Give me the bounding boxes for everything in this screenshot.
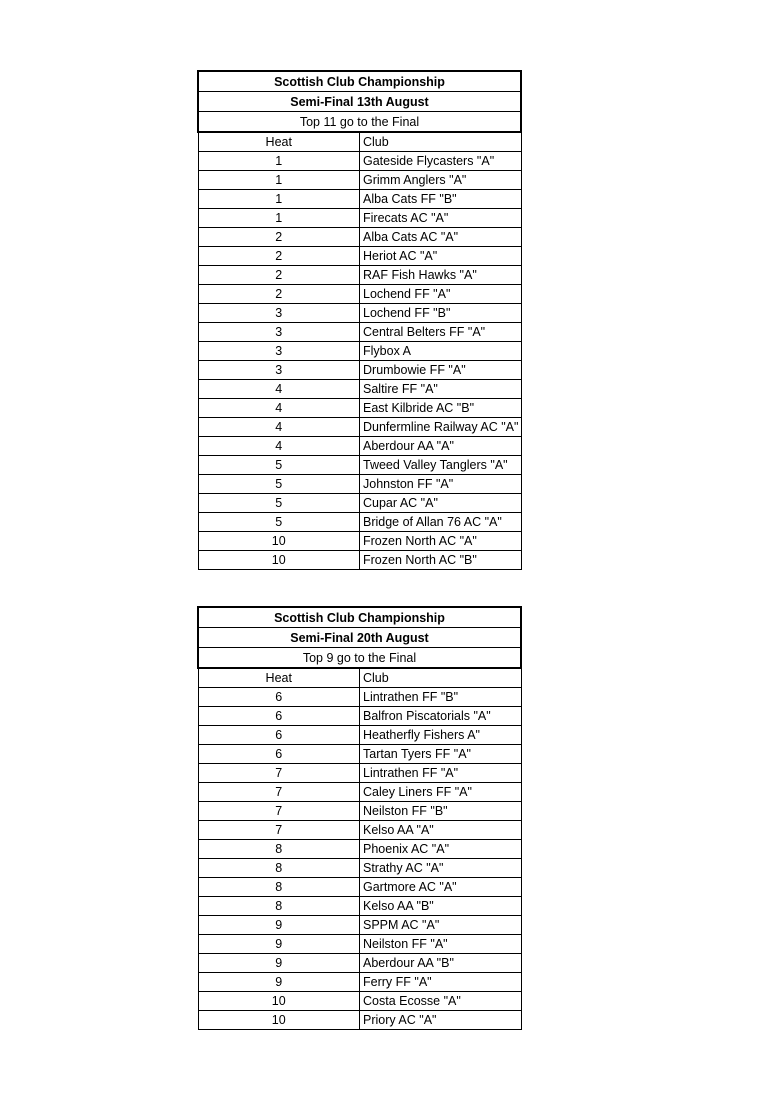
heat-cell: 10 bbox=[198, 1011, 360, 1030]
club-cell: Kelso AA "B" bbox=[360, 897, 522, 916]
table-row bbox=[198, 935, 521, 954]
heat-cell: 8 bbox=[198, 878, 360, 897]
table-body bbox=[198, 607, 521, 1030]
heat-cell: 10 bbox=[198, 992, 360, 1011]
table-row bbox=[198, 456, 521, 475]
club-cell: Bridge of Allan 76 AC "A" bbox=[360, 513, 522, 532]
heat-cell: 3 bbox=[198, 361, 360, 380]
heat-column-header: Heat bbox=[198, 668, 360, 688]
table-row bbox=[198, 783, 521, 802]
table-row bbox=[198, 726, 521, 745]
club-cell: Heriot AC "A" bbox=[360, 247, 522, 266]
table-row bbox=[198, 513, 521, 532]
semi-final-20-aug-table bbox=[197, 606, 522, 1030]
heat-cell: 10 bbox=[198, 551, 360, 570]
club-cell: Lintrathen FF "B" bbox=[360, 688, 522, 707]
club-cell: Saltire FF "A" bbox=[360, 380, 522, 399]
club-cell: Heatherfly Fishers A" bbox=[360, 726, 522, 745]
club-cell: Alba Cats AC "A" bbox=[360, 228, 522, 247]
table-row bbox=[198, 859, 521, 878]
heat-cell: 5 bbox=[198, 494, 360, 513]
club-cell: Tartan Tyers FF "A" bbox=[360, 745, 522, 764]
heat-cell: 1 bbox=[198, 190, 360, 209]
club-cell: Frozen North AC "B" bbox=[360, 551, 522, 570]
club-cell: Aberdour AA "B" bbox=[360, 954, 522, 973]
table-note-row bbox=[198, 112, 521, 133]
club-cell: Alba Cats FF "B" bbox=[360, 190, 522, 209]
club-cell: Balfron Piscatorials "A" bbox=[360, 707, 522, 726]
table-row bbox=[198, 916, 521, 935]
table-row bbox=[198, 840, 521, 859]
table-row bbox=[198, 897, 521, 916]
heat-column-header: Heat bbox=[198, 132, 360, 152]
club-cell: Priory AC "A" bbox=[360, 1011, 522, 1030]
heat-cell: 9 bbox=[198, 954, 360, 973]
semi-final-13-aug-table bbox=[197, 70, 522, 570]
table-row bbox=[198, 1011, 521, 1030]
table-row bbox=[198, 171, 521, 190]
table-row bbox=[198, 494, 521, 513]
table-row bbox=[198, 551, 521, 570]
table-title-row bbox=[198, 607, 521, 628]
table-row bbox=[198, 361, 521, 380]
table-row bbox=[198, 152, 521, 171]
table-row bbox=[198, 323, 521, 342]
club-cell: Johnston FF "A" bbox=[360, 475, 522, 494]
table-row bbox=[198, 954, 521, 973]
heat-cell: 8 bbox=[198, 859, 360, 878]
club-column-header: Club bbox=[360, 132, 522, 152]
table-row bbox=[198, 764, 521, 783]
heat-cell: 6 bbox=[198, 745, 360, 764]
heat-cell: 7 bbox=[198, 802, 360, 821]
table-note: Top 9 go to the Final bbox=[198, 648, 521, 669]
heat-cell: 5 bbox=[198, 475, 360, 494]
club-cell: Kelso AA "A" bbox=[360, 821, 522, 840]
heat-cell: 7 bbox=[198, 764, 360, 783]
table-title-row bbox=[198, 71, 521, 92]
heat-cell: 2 bbox=[198, 247, 360, 266]
heat-cell: 6 bbox=[198, 707, 360, 726]
table-title: Scottish Club Championship bbox=[198, 71, 521, 92]
table-row bbox=[198, 532, 521, 551]
club-cell: RAF Fish Hawks "A" bbox=[360, 266, 522, 285]
club-cell: Drumbowie FF "A" bbox=[360, 361, 522, 380]
heat-cell: 1 bbox=[198, 152, 360, 171]
club-cell: Grimm Anglers "A" bbox=[360, 171, 522, 190]
table-row bbox=[198, 285, 521, 304]
heat-cell: 8 bbox=[198, 840, 360, 859]
heat-cell: 2 bbox=[198, 266, 360, 285]
heat-cell: 6 bbox=[198, 688, 360, 707]
club-cell: Strathy AC "A" bbox=[360, 859, 522, 878]
table-note-row bbox=[198, 648, 521, 669]
table-subtitle-row bbox=[198, 92, 521, 112]
table-row bbox=[198, 380, 521, 399]
heat-cell: 1 bbox=[198, 209, 360, 228]
table-row bbox=[198, 266, 521, 285]
club-cell: Tweed Valley Tanglers "A" bbox=[360, 456, 522, 475]
club-cell: Phoenix AC "A" bbox=[360, 840, 522, 859]
table-row bbox=[198, 228, 521, 247]
table-note: Top 11 go to the Final bbox=[198, 112, 521, 133]
club-cell: Gartmore AC "A" bbox=[360, 878, 522, 897]
club-cell: Caley Liners FF "A" bbox=[360, 783, 522, 802]
table-row bbox=[198, 190, 521, 209]
club-cell: Neilston FF "A" bbox=[360, 935, 522, 954]
heat-cell: 5 bbox=[198, 513, 360, 532]
table-row bbox=[198, 399, 521, 418]
table-body bbox=[198, 71, 521, 570]
table-subtitle: Semi-Final 20th August bbox=[198, 628, 521, 648]
club-cell: Costa Ecosse "A" bbox=[360, 992, 522, 1011]
table-subtitle: Semi-Final 13th August bbox=[198, 92, 521, 112]
table-row bbox=[198, 878, 521, 897]
table-row bbox=[198, 973, 521, 992]
table-row bbox=[198, 209, 521, 228]
table-row bbox=[198, 247, 521, 266]
heat-cell: 3 bbox=[198, 342, 360, 361]
club-cell: Gateside Flycasters "A" bbox=[360, 152, 522, 171]
table-row bbox=[198, 707, 521, 726]
club-cell: Neilston FF "B" bbox=[360, 802, 522, 821]
heat-cell: 4 bbox=[198, 437, 360, 456]
heat-cell: 1 bbox=[198, 171, 360, 190]
heat-cell: 5 bbox=[198, 456, 360, 475]
club-cell: Firecats AC "A" bbox=[360, 209, 522, 228]
heat-cell: 4 bbox=[198, 418, 360, 437]
table-row bbox=[198, 342, 521, 361]
heat-cell: 9 bbox=[198, 973, 360, 992]
heat-cell: 2 bbox=[198, 228, 360, 247]
heat-cell: 4 bbox=[198, 399, 360, 418]
heat-cell: 9 bbox=[198, 935, 360, 954]
club-cell: Frozen North AC "A" bbox=[360, 532, 522, 551]
heat-cell: 8 bbox=[198, 897, 360, 916]
club-cell: Ferry FF "A" bbox=[360, 973, 522, 992]
club-cell: East Kilbride AC "B" bbox=[360, 399, 522, 418]
club-cell: Lintrathen FF "A" bbox=[360, 764, 522, 783]
table-row bbox=[198, 418, 521, 437]
heat-cell: 9 bbox=[198, 916, 360, 935]
club-cell: SPPM AC "A" bbox=[360, 916, 522, 935]
heat-cell: 10 bbox=[198, 532, 360, 551]
table-row bbox=[198, 992, 521, 1011]
table-row bbox=[198, 437, 521, 456]
column-header-row bbox=[198, 668, 521, 688]
table-row bbox=[198, 304, 521, 323]
table-subtitle-row bbox=[198, 628, 521, 648]
club-cell: Flybox A bbox=[360, 342, 522, 361]
club-cell: Central Belters FF "A" bbox=[360, 323, 522, 342]
table-row bbox=[198, 475, 521, 494]
heat-cell: 3 bbox=[198, 323, 360, 342]
club-cell: Aberdour AA "A" bbox=[360, 437, 522, 456]
heat-cell: 7 bbox=[198, 821, 360, 840]
heat-cell: 2 bbox=[198, 285, 360, 304]
table-row bbox=[198, 802, 521, 821]
table-row bbox=[198, 745, 521, 764]
heat-cell: 4 bbox=[198, 380, 360, 399]
heat-cell: 7 bbox=[198, 783, 360, 802]
club-cell: Lochend FF "B" bbox=[360, 304, 522, 323]
table-title: Scottish Club Championship bbox=[198, 607, 521, 628]
table-row bbox=[198, 688, 521, 707]
club-cell: Lochend FF "A" bbox=[360, 285, 522, 304]
club-column-header: Club bbox=[360, 668, 522, 688]
column-header-row bbox=[198, 132, 521, 152]
heat-cell: 6 bbox=[198, 726, 360, 745]
heat-cell: 3 bbox=[198, 304, 360, 323]
club-cell: Dunfermline Railway AC "A" bbox=[360, 418, 522, 437]
table-row bbox=[198, 821, 521, 840]
club-cell: Cupar AC "A" bbox=[360, 494, 522, 513]
